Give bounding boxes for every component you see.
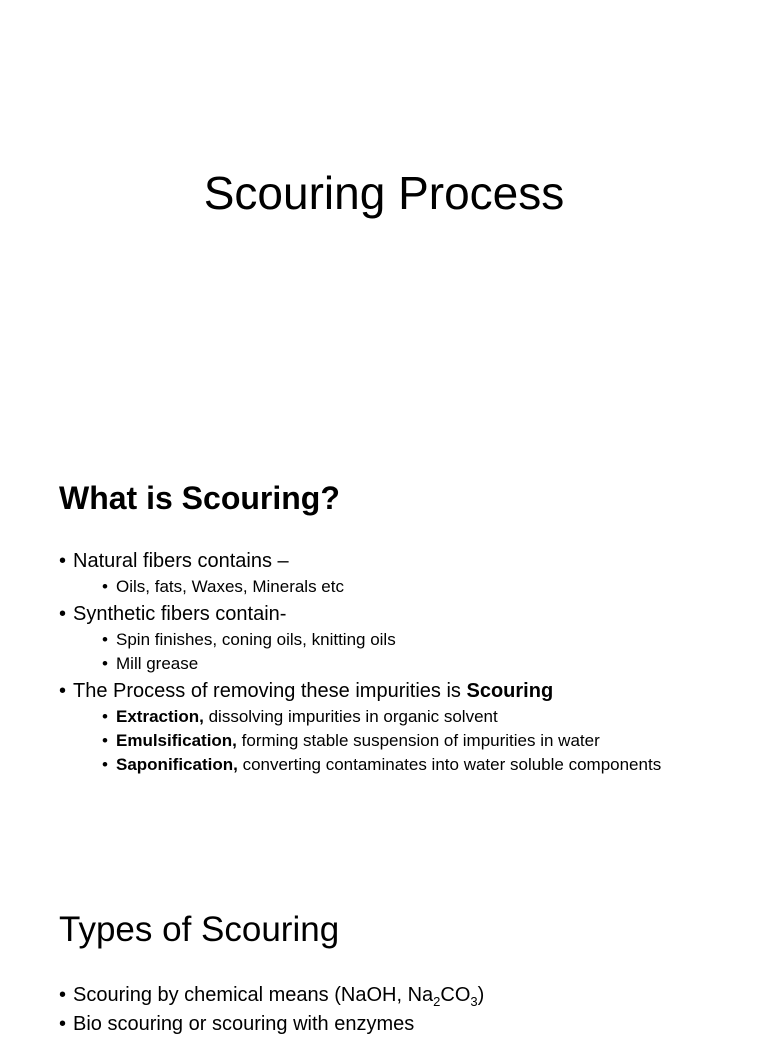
term-label: Emulsification, [116,731,237,750]
what-is-scouring-slide [0,420,768,840]
slide-heading: What is Scouring? [59,480,340,516]
subscript: 3 [470,994,478,1009]
bullet-item [59,678,661,777]
bullet-text: ) [477,984,485,1006]
sub-bullet-item: • Spin finishes, coning oils, knitting oils [102,628,661,652]
term-label: Saponification, [116,755,238,774]
sub-bullet-item [102,705,661,729]
sub-bullet-list [73,575,661,599]
sub-bullet-list [73,705,661,777]
sub-bullet-item: • Mill grease [102,652,661,676]
types-of-scouring-slide [0,840,768,1035]
bullet-bold-term: Scouring [466,680,554,702]
bullet-text: The Process of removing these impurities is [73,680,467,702]
term-description: dissolving impurities in organic solvent [203,707,498,726]
term-description: forming stable suspension of impurities in water [236,731,600,750]
bullet-list [59,982,484,1040]
sub-bullet-item [102,753,661,777]
term-label: Extraction, [116,707,204,726]
sub-bullet-list [73,628,661,676]
bullet-item [59,982,484,1009]
bullet-text: Natural fibers contains – [73,550,289,572]
sub-bullet-item [102,729,661,753]
term-description: converting contaminates into water soluble components [237,755,662,774]
sub-bullet-item: • Oils, fats, Waxes, Minerals etc [102,575,661,599]
slide-title: Scouring Process [203,167,565,219]
bullet-item: • Bio scouring or scouring with enzymes [59,1011,484,1038]
bullet-text: Scouring by chemical means (NaOH, Na [73,984,434,1006]
subscript: 2 [433,994,441,1009]
bullet-item [59,548,661,599]
bullet-item [59,601,661,676]
title-slide [0,0,768,420]
slide-heading: Types of Scouring [59,910,340,949]
bullet-list [59,548,661,779]
bullet-text: Synthetic fibers contain- [73,603,287,625]
bullet-text: CO [440,984,471,1006]
